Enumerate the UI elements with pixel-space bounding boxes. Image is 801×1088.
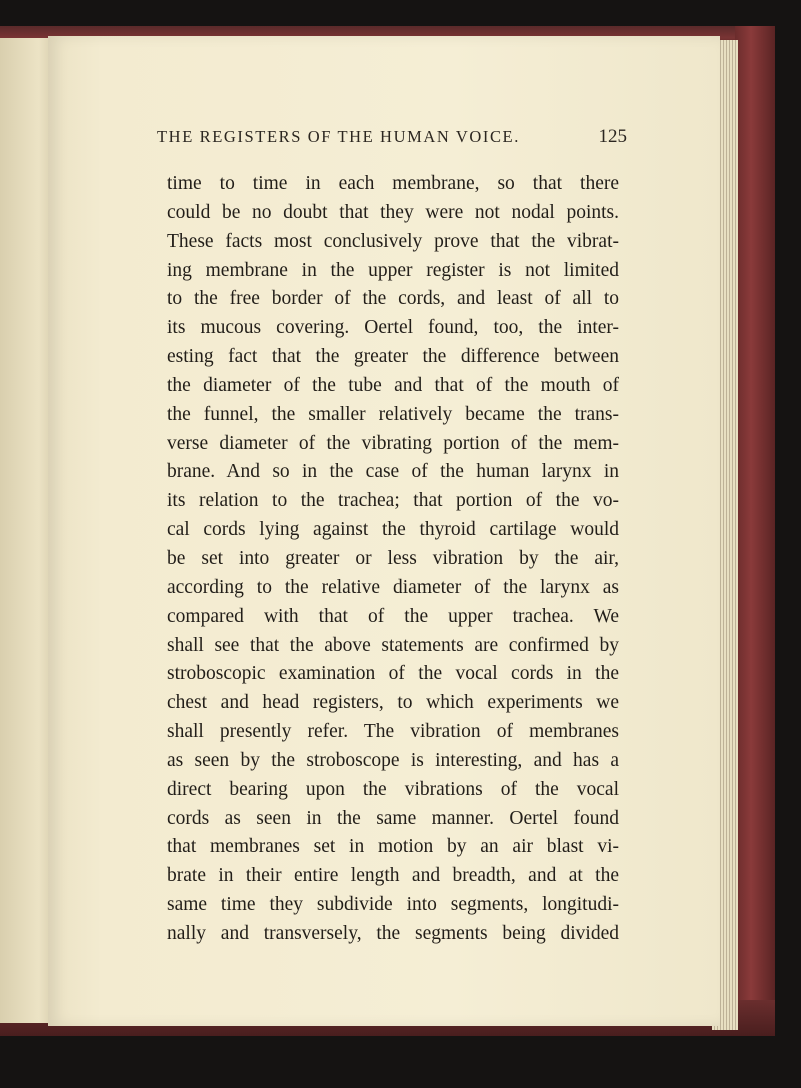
text-line: cal cords lying against the thyroid cartilage would (167, 519, 619, 541)
text-line: as seen by the stroboscope is interesting, and has a (167, 749, 619, 771)
text-line: its mucous covering. Oertel found, too, the inter- (167, 317, 619, 339)
left-page-gutter (0, 38, 55, 1023)
text-line: to the free border of the cords, and least of all to (167, 288, 619, 310)
text-line: chest and head registers, to which experiments we (167, 692, 619, 714)
running-title: THE REGISTERS OF THE HUMAN VOICE. (157, 127, 520, 146)
page-header (157, 126, 627, 156)
text-line: according to the relative diameter of the larynx as (167, 576, 619, 598)
text-line: the diameter of the tube and that of the mouth of (167, 374, 619, 396)
text-line: could be no doubt that they were not nodal points. (167, 201, 619, 223)
text-line: esting fact that the greater the difference between (167, 346, 619, 368)
text-line: time to time in each membrane, so that there (167, 173, 619, 194)
page-number: 125 (598, 126, 627, 147)
body-text (167, 170, 619, 949)
text-line: shall see that the above statements are confirmed by (167, 634, 619, 656)
text-line: its relation to the trachea; that portion of the vo- (167, 490, 619, 512)
text-line: same time they subdivide into segments, longitudi- (167, 894, 619, 916)
text-line: shall presently refer. The vibration of membranes (167, 721, 619, 743)
text-line: that membranes set in motion by an air blast vi- (167, 836, 619, 858)
text-line: nally and transversely, the segments being divided (167, 922, 619, 944)
text-line: stroboscopic examination of the vocal cords in the (167, 663, 619, 685)
book-cover-right-edge (735, 26, 775, 1036)
text-line: the funnel, the smaller relatively became the trans- (167, 403, 619, 425)
text-line: verse diameter of the vibrating portion of the mem- (167, 432, 619, 454)
text-line: cords as seen in the same manner. Oertel found (167, 807, 619, 829)
text-line: direct bearing upon the vibrations of the vocal (167, 778, 619, 800)
text-line: be set into greater or less vibration by the air, (167, 547, 619, 569)
text-line: ing membrane in the upper register is not limited (167, 259, 619, 281)
text-line: compared with that of the upper trachea. We (167, 605, 619, 627)
text-line: brate in their entire length and breadth, and at the (167, 865, 619, 887)
text-line: brane. And so in the case of the human larynx in (167, 461, 619, 483)
text-line: These facts most conclusively prove that the vibrat- (167, 230, 619, 252)
